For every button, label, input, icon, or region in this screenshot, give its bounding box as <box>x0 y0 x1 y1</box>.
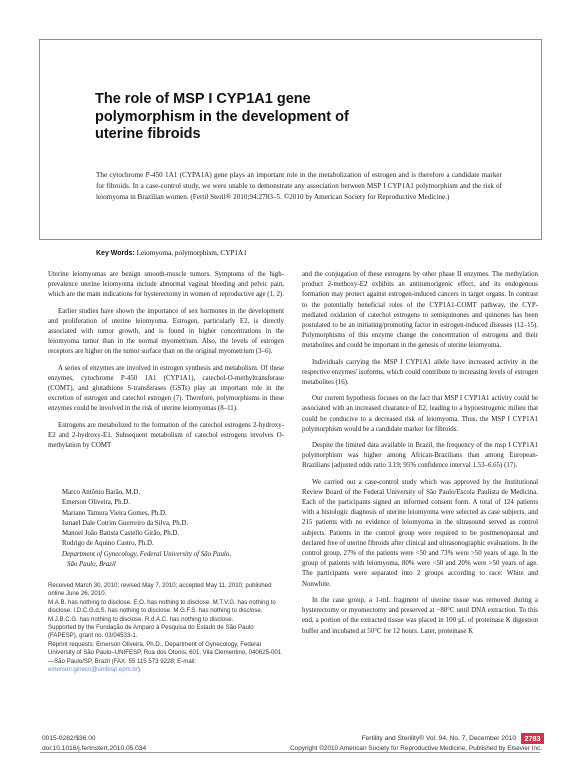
footer-journal: Fertility and Sterility® Vol. 94, No. 7, December 2010 <box>361 735 516 742</box>
author-name: Emerson Oliveira, Ph.D. <box>62 499 130 507</box>
author-name: Mariano Tamura Vieira Gomes, Ph.D. <box>62 509 167 517</box>
abstract: The cytochrome P-450 1A1 (CYPA1A) gene plays an important role in the metabolization of estrogen and is therefore a candidate marker for fibroids. In a case-control study, we were unable to demonstrate any association between MSP I CYP1A1 polymorphism and the risk of leiomyoma in Brazilian women. (Fertil Steril® 2010;94:2783–5. ©2010 by American Society for Reproductive Medicine.) <box>96 171 502 201</box>
body-paragraph: In the case group, a 1-mL fragment of uterine tissue was removed during a hysterectomy or myomectomy and preserved at −80°C until DNA extraction. To this end, a portion of the extracted tissue was placed in 100 μL of proteinase K digestion buffer and incubated at 50°C for 12 hours. Later, proteinase K <box>302 596 538 635</box>
affiliation-line-2: São Paulo, Brazil <box>67 561 116 569</box>
reprint-requests <box>48 641 284 675</box>
author-name: Marco Antônio Barão, M.D. <box>62 489 141 496</box>
page-number-badge: 2783 <box>521 733 544 744</box>
right-column <box>302 270 538 643</box>
body-paragraph: Our current hypothesis focuses on the fact that MSP I CYP1A1 activity could be associated with an increased clearance of E2, leading to a hypoestrogenic milieu that could be conducive to a decreased risk of leiomyoma. Thus, the MSP I CYP1A1 polymorphism would be a candidate marker for fibroids. <box>302 395 538 433</box>
received-dates: Received March 30, 2010; revised May 7, 2010; accepted May 11, 2010; published online June 26, 2010. <box>48 582 272 598</box>
body-paragraph: Despite the limited data available in Brazil, the frequency of the msp I CYP1A1 polymorphism was higher among African-Brazilians than among European-Brazilians (adjusted odds ratio 3.19; 95% confidence interval 1.53–6.65) (17). <box>302 442 538 470</box>
keywords <box>96 248 496 259</box>
title-line-1: The role of MSP I CYP1A1 gene <box>95 91 311 107</box>
reprint-end: ). <box>137 666 142 674</box>
footer-doi: doi:10.1016/j.fertnstert.2010.05.034 <box>42 745 147 752</box>
title-line-3: uterine fibroids <box>95 126 201 142</box>
footer-issn: 0015-0282/$36.00 <box>42 735 96 742</box>
reprint-text: Reprint requests: Emerson Oliveira, Ph.D., Department of Gynecology, Federal University of São Paulo–UNIFESP, Rua dos Otonis, 601, Vila Clementino, 040625-001—São Paulo/SP, Brazil (FAX: 55 115 573 9228; E-mail: <box>48 640 282 665</box>
title-line-2: polymorphism in the development of <box>95 108 349 125</box>
author-list <box>62 488 292 570</box>
left-column <box>48 270 284 457</box>
body-paragraph: We carried out a case-control study which was approved by the Institutional Review Board of the Federal University of São Paulo/Escola Paulista de Medicina. Each of the participants signed an informed consent form. A total of 124 patients with a histologic diagnosis of uterine leiomyoma were selected as case subjects, and 215 patients with no evidence of leiomyoma in the ultrasound served as control subjects. Patients in the control group were required to be postmenopausal and declared free of uterine fibroids after clinical and ultrasonographic evaluations. In the control group, 27% of the patients were <50 and 73% were >50 years of age. In the group of patients with leiomyoma, 80% were <50 and 20% were >50 years of age. The participants were separated into 2 groups according to race: White and Nonwhite. <box>302 478 538 588</box>
body-paragraph: and the conjugation of these estrogens by other phase II enzymes. The methylation product 2-methoxy-E2 exhibits an antitumorigenic effect, and its endogenous formation may protect against estrogen-induced cancers in target organs. In contrast to the potentially beneficial roles of the CYP1A1-COMT pathway, the CYP-mediated oxidation of catechol estrogens to semiquinones and quinones has been postulated to be an initiating/promoting factor in estrogen-induced diseases (12–15). Polymorphisms of this enzyme change the concentration of estrogens and their metabolites and could be important in the genesis of uterine leiomyoma. <box>302 271 538 350</box>
body-paragraph: A series of enzymes are involved in estrogen synthesis and metabolism. Of these enzymes, cytochrome P-450 1A1 (CYP1A1), catechol-O-methyltransferase (COMT), and glutathione S-transferases (GSTs) play an important role in the excretion of estrogen and catechol estrogen (7). Therefore, polymorphisms in these enzymes could be involved in the risk of uterine leiomyomas (8–11). <box>48 364 284 413</box>
article-title <box>95 91 395 144</box>
keywords-text: Leiomyoma, polymorphism, CYP1A1 <box>136 249 247 257</box>
email-link[interactable]: emerson.gineco@unifesp.epm.br <box>48 666 138 674</box>
body-paragraph: Earlier studies have shown the importance of sex hormones in the development and proliferation of uterine leiomyoma. Estrogen, particularly E2, is directly associated with tumor growth, and is found in higher concentrations in the leiomyoma tumor than in the normal myometrium. Also, the levels of estrogen receptors are higher on the tumor surface than on the original myometrium (3–6). <box>48 307 284 356</box>
footer-copyright: Copyright ©2010 American Society for Reproductive Medicine, Published by Elsevier Inc. <box>290 745 542 752</box>
author-name: Manoel João Batista Castello Girão, Ph.D. <box>62 530 180 538</box>
author-name: Ismael Dale Cotrim Guerreiro da Silva, Ph.D. <box>62 519 189 527</box>
keywords-label: Key Words: <box>96 250 135 257</box>
author-name: Rodrigo de Aquino Castro, Ph.D. <box>62 540 154 548</box>
affiliation-line-1: Department of Gynecology, Federal University of São Paulo, <box>62 550 231 558</box>
body-paragraph: Individuals carrying the MSP I CYP1A1 allele have increased activity in the respective enzymes' isoforms, which could contribute to increasing levels of estrogen metabolites (16). <box>302 358 538 387</box>
body-paragraph: Uterine leiomyomas are benign smooth-muscle tumors. Symptoms of the high-prevalence uterine leiomyoma include abnormal vaginal bleeding and pelvic pain, which are the main indications for hysterectomy in women of reproductive age (1, 2). <box>48 271 284 299</box>
disclosure-statement: M.A.B. has nothing to disclose. E.O. has nothing to disclose. M.T.V.G. has nothing to disclose. I.D.C.G.d.S. has nothing to disclose. M.G.F.S. has nothing to disclose. M.J.B.C.G. has nothing to disclose. R.d.A.C. has nothing to disclose. <box>48 598 276 623</box>
funding-statement: Supported by the Fundação de Amparo à Pesquisa do Estado de São Paulo (FAPESP), grant no. 03/04533-1. <box>48 624 254 640</box>
article-notes <box>48 582 284 674</box>
body-paragraph: Estrogens are metabolized to the formation of the catechol estrogens 2-hydroxy-E2 and 2-hydroxy-E1. Subsequent metabolism of catechol estrogens involves O-methylation by COMT <box>48 421 284 450</box>
